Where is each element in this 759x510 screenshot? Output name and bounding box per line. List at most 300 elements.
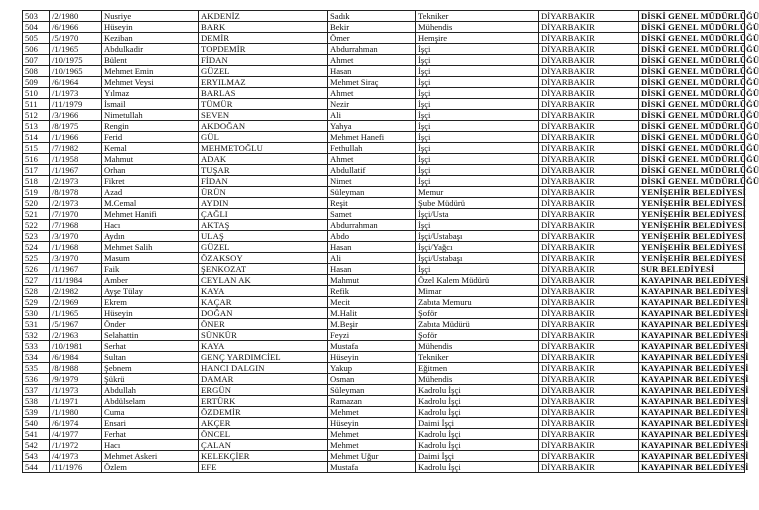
city-cell: DİYARBAKIR [539,330,639,341]
city-cell: DİYARBAKIR [539,440,639,451]
institution-cell: KAYAPINAR BELEDİYESİ [639,341,745,352]
table-row [23,22,745,33]
birth-date-cell: /7/1968 [50,220,102,231]
surname-cell: ŞENKOZAT [199,264,328,275]
position-cell: Tekniker [416,352,539,363]
position-cell: Tekniker [416,11,539,22]
first-name-cell: Özlem [102,462,199,473]
institution-cell: DİSKİ GENEL MÜDÜRLÜĞÜ [639,77,745,88]
institution-cell: KAYAPINAR BELEDİYESİ [639,352,745,363]
institution-cell: DİSKİ GENEL MÜDÜRLÜĞÜ [639,11,745,22]
first-name-cell: Mehmet Emin [102,66,199,77]
surname-cell: AKDOĞAN [199,121,328,132]
row-number-cell: 530 [23,308,50,319]
table-row [23,110,745,121]
position-cell: İşçi/Usta [416,209,539,220]
birth-date-cell: /2/1973 [50,198,102,209]
surname-cell: EFE [199,462,328,473]
table-row [23,264,745,275]
birth-date-cell: /8/1975 [50,121,102,132]
surname-cell: ULAŞ [199,231,328,242]
surname-cell: ÖNCEL [199,429,328,440]
surname-cell: TOPDEMİR [199,44,328,55]
row-number-cell: 518 [23,176,50,187]
city-cell: DİYARBAKIR [539,66,639,77]
row-number-cell: 529 [23,297,50,308]
city-cell: DİYARBAKIR [539,363,639,374]
father-name-cell: Süleyman [328,187,416,198]
institution-cell: KAYAPINAR BELEDİYESİ [639,286,745,297]
institution-cell: YENİŞEHİR BELEDİYESİ [639,198,745,209]
first-name-cell: Aydın [102,231,199,242]
row-number-cell: 512 [23,110,50,121]
first-name-cell: Mahmut [102,154,199,165]
row-number-cell: 516 [23,154,50,165]
row-number-cell: 524 [23,242,50,253]
surname-cell: GENÇ YARDIMCİEL [199,352,328,363]
table-row [23,220,745,231]
row-number-cell: 519 [23,187,50,198]
table-row [23,396,745,407]
father-name-cell: Ömer [328,33,416,44]
institution-cell: DİSKİ GENEL MÜDÜRLÜĞÜ [639,22,745,33]
surname-cell: AYDIN [199,198,328,209]
city-cell: DİYARBAKIR [539,11,639,22]
birth-date-cell: /10/1975 [50,55,102,66]
city-cell: DİYARBAKIR [539,88,639,99]
personnel-table [22,10,759,473]
city-cell: DİYARBAKIR [539,418,639,429]
birth-date-cell: /6/1984 [50,352,102,363]
institution-cell: YENİŞEHİR BELEDİYESİ [639,231,745,242]
father-name-cell: Mahmut [328,275,416,286]
surname-cell: GÜL [199,132,328,143]
birth-date-cell: /2/1973 [50,176,102,187]
surname-cell: DOĞAN [199,308,328,319]
father-name-cell: Sadık [328,11,416,22]
institution-cell: DİSKİ GENEL MÜDÜRLÜĞÜ [639,66,745,77]
father-name-cell: Abdurrahman [328,220,416,231]
father-name-cell: Mehmet Siraç [328,77,416,88]
surname-cell: KELEKÇİER [199,451,328,462]
surname-cell: AKTAŞ [199,220,328,231]
first-name-cell: Yılmaz [102,88,199,99]
first-name-cell: Orhan [102,165,199,176]
birth-date-cell: /6/1974 [50,418,102,429]
surname-cell: TUŞAR [199,165,328,176]
row-number-cell: 513 [23,121,50,132]
father-name-cell: Hasan [328,242,416,253]
birth-date-cell: /3/1970 [50,231,102,242]
surname-cell: SÜNKÜR [199,330,328,341]
position-cell: İşçi [416,99,539,110]
first-name-cell: M.Cemal [102,198,199,209]
birth-date-cell: /8/1978 [50,187,102,198]
position-cell: Mühendis [416,341,539,352]
institution-cell: YENİŞEHİR BELEDİYESİ [639,220,745,231]
row-number-cell: 531 [23,319,50,330]
birth-date-cell: /6/1966 [50,22,102,33]
birth-date-cell: /3/1970 [50,253,102,264]
table-row [23,352,745,363]
table-row [23,451,745,462]
birth-date-cell: /2/1982 [50,286,102,297]
row-number-cell: 506 [23,44,50,55]
first-name-cell: Hacı [102,220,199,231]
table-row [23,99,745,110]
father-name-cell: M.Beşir [328,319,416,330]
institution-cell: DİSKİ GENEL MÜDÜRLÜĞÜ [639,176,745,187]
table-row [23,44,745,55]
father-name-cell: Hasan [328,66,416,77]
father-name-cell: Hasan [328,264,416,275]
birth-date-cell: /5/1967 [50,319,102,330]
position-cell: Memur [416,187,539,198]
first-name-cell: Kemal [102,143,199,154]
first-name-cell: Hüseyin [102,22,199,33]
position-cell: Eğitmen [416,363,539,374]
position-cell: Şoför [416,330,539,341]
position-cell: İşçi [416,121,539,132]
surname-cell: GÜZEL [199,242,328,253]
table-row [23,143,745,154]
row-number-cell: 527 [23,275,50,286]
first-name-cell: Serhat [102,341,199,352]
institution-cell: KAYAPINAR BELEDİYESİ [639,385,745,396]
table-row [23,176,745,187]
row-number-cell: 533 [23,341,50,352]
position-cell: Mühendis [416,22,539,33]
position-cell: Kadrolu İşçi [416,396,539,407]
row-number-cell: 509 [23,77,50,88]
first-name-cell: Ayşe Tülay [102,286,199,297]
father-name-cell: Hüseyin [328,418,416,429]
birth-date-cell: /4/1973 [50,451,102,462]
surname-cell: BARLAS [199,88,328,99]
institution-cell: KAYAPINAR BELEDİYESİ [639,429,745,440]
birth-date-cell: /1/1967 [50,165,102,176]
institution-cell: KAYAPINAR BELEDİYESİ [639,308,745,319]
row-number-cell: 507 [23,55,50,66]
surname-cell: ÖZDEMİR [199,407,328,418]
table-row [23,11,745,22]
first-name-cell: Bülent [102,55,199,66]
position-cell: Zabıta Müdürü [416,319,539,330]
birth-date-cell: /1/1973 [50,385,102,396]
position-cell: İşçi/Ustabaşı [416,231,539,242]
surname-cell: ERTÜRK [199,396,328,407]
table-row [23,418,745,429]
position-cell: İşçi [416,132,539,143]
surname-cell: ADAK [199,154,328,165]
institution-cell: DİSKİ GENEL MÜDÜRLÜĞÜ [639,88,745,99]
institution-cell: YENİŞEHİR BELEDİYESİ [639,253,745,264]
birth-date-cell: /11/1979 [50,99,102,110]
city-cell: DİYARBAKIR [539,154,639,165]
first-name-cell: Sultan [102,352,199,363]
first-name-cell: Ekrem [102,297,199,308]
city-cell: DİYARBAKIR [539,176,639,187]
first-name-cell: Mehmet Salih [102,242,199,253]
institution-cell: YENİŞEHİR BELEDİYESİ [639,209,745,220]
birth-date-cell: /10/1965 [50,66,102,77]
position-cell: İşçi [416,77,539,88]
city-cell: DİYARBAKIR [539,297,639,308]
institution-cell: KAYAPINAR BELEDİYESİ [639,440,745,451]
city-cell: DİYARBAKIR [539,341,639,352]
father-name-cell: Ahmet [328,55,416,66]
father-name-cell: Mehmet [328,407,416,418]
table-row [23,66,745,77]
birth-date-cell: /10/1981 [50,341,102,352]
surname-cell: MEHMETOĞLU [199,143,328,154]
table-row [23,132,745,143]
birth-date-cell: /1/1967 [50,264,102,275]
position-cell: İşçi/Ustabaşı [416,253,539,264]
city-cell: DİYARBAKIR [539,209,639,220]
row-number-cell: 535 [23,363,50,374]
position-cell: Kadrolu İşçi [416,462,539,473]
birth-date-cell: /11/1976 [50,462,102,473]
row-number-cell: 503 [23,11,50,22]
row-number-cell: 510 [23,88,50,99]
birth-date-cell: /2/1980 [50,11,102,22]
surname-cell: SEVEN [199,110,328,121]
city-cell: DİYARBAKIR [539,22,639,33]
father-name-cell: Osman [328,374,416,385]
position-cell: İşçi/Yağcı [416,242,539,253]
surname-cell: ÜRÜN [199,187,328,198]
row-number-cell: 521 [23,209,50,220]
first-name-cell: Hacı [102,440,199,451]
city-cell: DİYARBAKIR [539,132,639,143]
first-name-cell: Mehmet Veysi [102,77,199,88]
table-row [23,319,745,330]
institution-cell: KAYAPINAR BELEDİYESİ [639,275,745,286]
surname-cell: BARK [199,22,328,33]
city-cell: DİYARBAKIR [539,396,639,407]
surname-cell: ÇALAN [199,440,328,451]
father-name-cell: Mustafa [328,341,416,352]
city-cell: DİYARBAKIR [539,462,639,473]
row-number-cell: 514 [23,132,50,143]
father-name-cell: Ali [328,110,416,121]
table-row [23,165,745,176]
father-name-cell: Mehmet Uğur [328,451,416,462]
father-name-cell: Ramazan [328,396,416,407]
father-name-cell: Mustafa [328,462,416,473]
position-cell: İşçi [416,110,539,121]
institution-cell: KAYAPINAR BELEDİYESİ [639,330,745,341]
table-row [23,154,745,165]
birth-date-cell: /4/1977 [50,429,102,440]
birth-date-cell: /1/1965 [50,308,102,319]
row-number-cell: 523 [23,231,50,242]
row-number-cell: 544 [23,462,50,473]
father-name-cell: Refik [328,286,416,297]
birth-date-cell: /1/1973 [50,88,102,99]
institution-cell: SUR BELEDİYESİ [639,264,745,275]
father-name-cell: Ahmet [328,154,416,165]
institution-cell: KAYAPINAR BELEDİYESİ [639,451,745,462]
table-row [23,308,745,319]
institution-cell: KAYAPINAR BELEDİYESİ [639,319,745,330]
first-name-cell: Şebnem [102,363,199,374]
birth-date-cell: /2/1963 [50,330,102,341]
table-row [23,187,745,198]
position-cell: İşçi [416,220,539,231]
surname-cell: TÜMÜR [199,99,328,110]
surname-cell: ÖNER [199,319,328,330]
position-cell: Şube Müdürü [416,198,539,209]
surname-cell: HANCI DALGIN [199,363,328,374]
table-row [23,330,745,341]
surname-cell: ÖZAKSOY [199,253,328,264]
city-cell: DİYARBAKIR [539,407,639,418]
father-name-cell: Abdullatif [328,165,416,176]
row-number-cell: 528 [23,286,50,297]
city-cell: DİYARBAKIR [539,165,639,176]
institution-cell: DİSKİ GENEL MÜDÜRLÜĞÜ [639,154,745,165]
table-row [23,429,745,440]
row-number-cell: 517 [23,165,50,176]
birth-date-cell: /7/1982 [50,143,102,154]
row-number-cell: 538 [23,396,50,407]
row-number-cell: 532 [23,330,50,341]
row-number-cell: 511 [23,99,50,110]
surname-cell: ERYILMAZ [199,77,328,88]
city-cell: DİYARBAKIR [539,264,639,275]
father-name-cell: Hüseyin [328,352,416,363]
institution-cell: DİSKİ GENEL MÜDÜRLÜĞÜ [639,165,745,176]
surname-cell: CEYLAN AK [199,275,328,286]
birth-date-cell: /2/1969 [50,297,102,308]
father-name-cell: Mehmet Hanefi [328,132,416,143]
father-name-cell: M.Halit [328,308,416,319]
table-row [23,374,745,385]
birth-date-cell: /1/1968 [50,242,102,253]
row-number-cell: 539 [23,407,50,418]
father-name-cell: Ali [328,253,416,264]
first-name-cell: Mehmet Askeri [102,451,199,462]
city-cell: DİYARBAKIR [539,374,639,385]
table-row [23,253,745,264]
first-name-cell: Mehmet Hanifi [102,209,199,220]
birth-date-cell: /11/1984 [50,275,102,286]
city-cell: DİYARBAKIR [539,242,639,253]
table-row [23,385,745,396]
table-row [23,77,745,88]
table-row [23,363,745,374]
position-cell: Şoför [416,308,539,319]
city-cell: DİYARBAKIR [539,275,639,286]
first-name-cell: Selahattin [102,330,199,341]
first-name-cell: Cuma [102,407,199,418]
position-cell: Daimi İşçi [416,418,539,429]
table-row [23,462,745,473]
first-name-cell: Şükrü [102,374,199,385]
position-cell: İşçi [416,143,539,154]
row-number-cell: 536 [23,374,50,385]
row-number-cell: 508 [23,66,50,77]
father-name-cell: Bekir [328,22,416,33]
table-row [23,121,745,132]
surname-cell: KAYA [199,286,328,297]
row-number-cell: 505 [23,33,50,44]
first-name-cell: Abdülselam [102,396,199,407]
birth-date-cell: /1/1972 [50,440,102,451]
birth-date-cell: /1/1971 [50,396,102,407]
table-row [23,198,745,209]
father-name-cell: Abdurrahman [328,44,416,55]
city-cell: DİYARBAKIR [539,44,639,55]
table-row [23,209,745,220]
first-name-cell: Fikret [102,176,199,187]
row-number-cell: 526 [23,264,50,275]
row-number-cell: 525 [23,253,50,264]
city-cell: DİYARBAKIR [539,352,639,363]
father-name-cell: Samet [328,209,416,220]
first-name-cell: Rengin [102,121,199,132]
first-name-cell: Ensari [102,418,199,429]
institution-cell: KAYAPINAR BELEDİYESİ [639,297,745,308]
surname-cell: ÇAĞLI [199,209,328,220]
first-name-cell: Masum [102,253,199,264]
city-cell: DİYARBAKIR [539,33,639,44]
birth-date-cell: /5/1970 [50,33,102,44]
position-cell: Mimar [416,286,539,297]
institution-cell: KAYAPINAR BELEDİYESİ [639,363,745,374]
father-name-cell: Yakup [328,363,416,374]
row-number-cell: 541 [23,429,50,440]
row-number-cell: 543 [23,451,50,462]
surname-cell: FİDAN [199,55,328,66]
position-cell: İşçi [416,165,539,176]
table-row [23,341,745,352]
father-name-cell: Süleyman [328,385,416,396]
father-name-cell: Ahmet [328,88,416,99]
first-name-cell: Önder [102,319,199,330]
position-cell: İşçi [416,154,539,165]
table-row [23,55,745,66]
position-cell: Kadrolu İşçi [416,429,539,440]
institution-cell: DİSKİ GENEL MÜDÜRLÜĞÜ [639,44,745,55]
city-cell: DİYARBAKIR [539,99,639,110]
table-row [23,286,745,297]
surname-cell: AKDENİZ [199,11,328,22]
table-row [23,297,745,308]
surname-cell: KAÇAR [199,297,328,308]
position-cell: Daimi İşçi [416,451,539,462]
city-cell: DİYARBAKIR [539,198,639,209]
first-name-cell: Hüseyin [102,308,199,319]
birth-date-cell: /1/1980 [50,407,102,418]
father-name-cell: Reşit [328,198,416,209]
father-name-cell: Fethullah [328,143,416,154]
institution-cell: DİSKİ GENEL MÜDÜRLÜĞÜ [639,99,745,110]
institution-cell: DİSKİ GENEL MÜDÜRLÜĞÜ [639,33,745,44]
first-name-cell: Abdullah [102,385,199,396]
father-name-cell: Feyzi [328,330,416,341]
institution-cell: KAYAPINAR BELEDİYESİ [639,462,745,473]
birth-date-cell: /1/1966 [50,132,102,143]
surname-cell: ERGÜN [199,385,328,396]
surname-cell: GÜZEL [199,66,328,77]
city-cell: DİYARBAKIR [539,308,639,319]
institution-cell: YENİŞEHİR BELEDİYESİ [639,242,745,253]
position-cell: Hemşire [416,33,539,44]
position-cell: Kadrolu İşçi [416,385,539,396]
